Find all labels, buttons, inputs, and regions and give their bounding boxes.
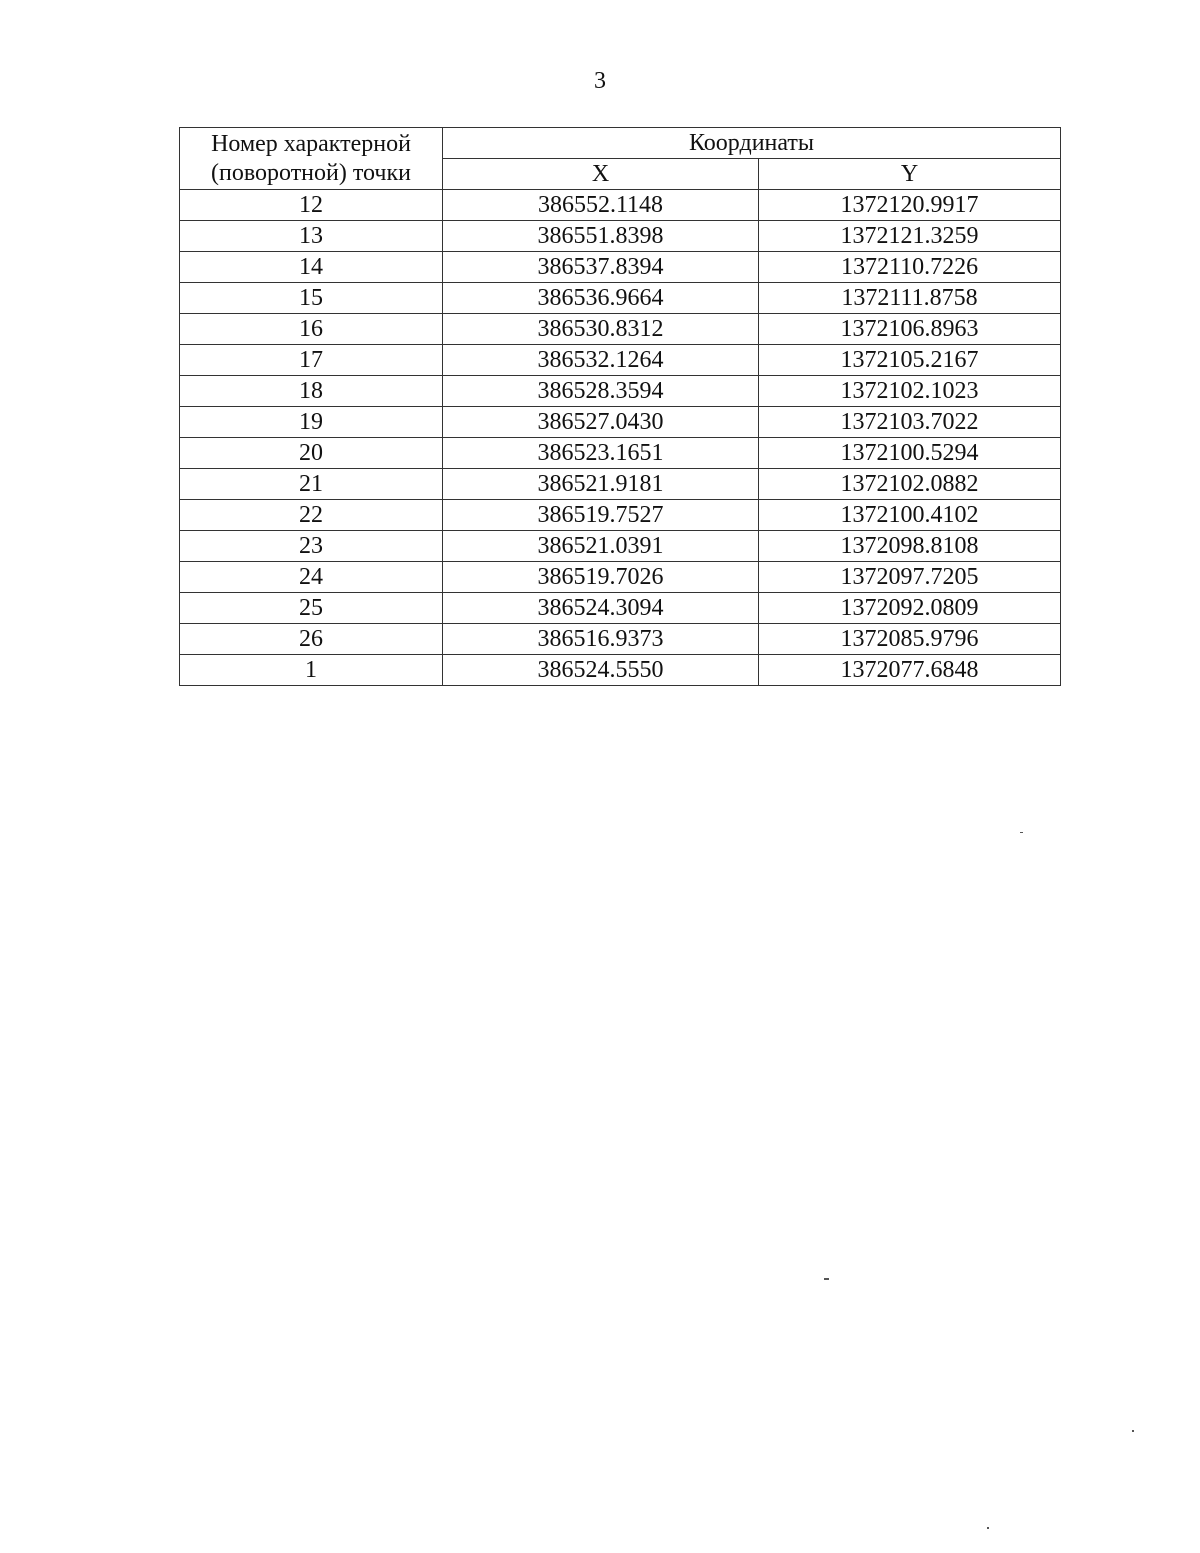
table-row xyxy=(180,221,1061,252)
table-row xyxy=(180,190,1061,221)
point-number-cell: 13 xyxy=(180,221,443,252)
x-coordinate-cell: 386516.9373 xyxy=(443,624,759,655)
x-coordinate-cell: 386523.1651 xyxy=(443,438,759,469)
point-number-cell: 25 xyxy=(180,593,443,624)
table-row xyxy=(180,531,1061,562)
table-row xyxy=(180,345,1061,376)
x-coordinate-cell: 386519.7026 xyxy=(443,562,759,593)
point-number-cell: 15 xyxy=(180,283,443,314)
point-number-cell: 18 xyxy=(180,376,443,407)
page-number: 3 xyxy=(594,68,606,94)
point-number-cell: 17 xyxy=(180,345,443,376)
point-number-cell: 24 xyxy=(180,562,443,593)
x-coordinate-cell: 386524.5550 xyxy=(443,655,759,686)
table-row xyxy=(180,407,1061,438)
scan-speck xyxy=(1020,832,1023,833)
table-row xyxy=(180,624,1061,655)
coordinates-table xyxy=(179,127,1061,686)
table-body xyxy=(180,190,1061,686)
y-coordinate-cell: 1372120.9917 xyxy=(759,190,1061,221)
y-coordinate-cell: 1372103.7022 xyxy=(759,407,1061,438)
x-coordinate-cell: 386551.8398 xyxy=(443,221,759,252)
x-coordinate-cell: 386524.3094 xyxy=(443,593,759,624)
point-number-cell: 26 xyxy=(180,624,443,655)
point-number-cell: 21 xyxy=(180,469,443,500)
header-row-top xyxy=(180,128,1061,159)
table-row xyxy=(180,655,1061,686)
table-row xyxy=(180,252,1061,283)
y-coordinate-cell: 1372097.7205 xyxy=(759,562,1061,593)
y-coordinate-cell: 1372100.4102 xyxy=(759,500,1061,531)
point-number-cell: 23 xyxy=(180,531,443,562)
x-header: X xyxy=(443,159,759,190)
point-number-cell: 20 xyxy=(180,438,443,469)
x-coordinate-cell: 386537.8394 xyxy=(443,252,759,283)
table-header xyxy=(180,128,1061,190)
y-coordinate-cell: 1372105.2167 xyxy=(759,345,1061,376)
point-number-header-line1: Номер характерной xyxy=(211,130,411,157)
x-coordinate-cell: 386532.1264 xyxy=(443,345,759,376)
point-number-cell: 22 xyxy=(180,500,443,531)
x-coordinate-cell: 386552.1148 xyxy=(443,190,759,221)
table-row xyxy=(180,283,1061,314)
table-row xyxy=(180,500,1061,531)
coordinates-header: Координаты xyxy=(443,128,1061,159)
y-coordinate-cell: 1372100.5294 xyxy=(759,438,1061,469)
y-coordinate-cell: 1372110.7226 xyxy=(759,252,1061,283)
point-number-header-line2: (поворотной) точки xyxy=(211,159,411,186)
x-coordinate-cell: 386530.8312 xyxy=(443,314,759,345)
x-coordinate-cell: 386521.0391 xyxy=(443,531,759,562)
scan-speck xyxy=(987,1527,989,1529)
x-coordinate-cell: 386528.3594 xyxy=(443,376,759,407)
y-coordinate-cell: 1372111.8758 xyxy=(759,283,1061,314)
x-coordinate-cell: 386527.0430 xyxy=(443,407,759,438)
table-row xyxy=(180,376,1061,407)
table-row xyxy=(180,314,1061,345)
point-number-cell: 16 xyxy=(180,314,443,345)
y-coordinate-cell: 1372121.3259 xyxy=(759,221,1061,252)
table-row xyxy=(180,469,1061,500)
y-coordinate-cell: 1372102.0882 xyxy=(759,469,1061,500)
scan-speck xyxy=(824,1278,829,1280)
point-number-header xyxy=(180,128,443,190)
y-coordinate-cell: 1372098.8108 xyxy=(759,531,1061,562)
x-coordinate-cell: 386521.9181 xyxy=(443,469,759,500)
point-number-cell: 1 xyxy=(180,655,443,686)
y-coordinate-cell: 1372092.0809 xyxy=(759,593,1061,624)
point-number-cell: 12 xyxy=(180,190,443,221)
x-coordinate-cell: 386519.7527 xyxy=(443,500,759,531)
point-number-cell: 19 xyxy=(180,407,443,438)
x-coordinate-cell: 386536.9664 xyxy=(443,283,759,314)
table-row xyxy=(180,593,1061,624)
table-row xyxy=(180,562,1061,593)
y-coordinate-cell: 1372106.8963 xyxy=(759,314,1061,345)
scan-speck xyxy=(1132,1430,1134,1432)
y-header: Y xyxy=(759,159,1061,190)
y-coordinate-cell: 1372102.1023 xyxy=(759,376,1061,407)
point-number-cell: 14 xyxy=(180,252,443,283)
y-coordinate-cell: 1372085.9796 xyxy=(759,624,1061,655)
y-coordinate-cell: 1372077.6848 xyxy=(759,655,1061,686)
table-row xyxy=(180,438,1061,469)
